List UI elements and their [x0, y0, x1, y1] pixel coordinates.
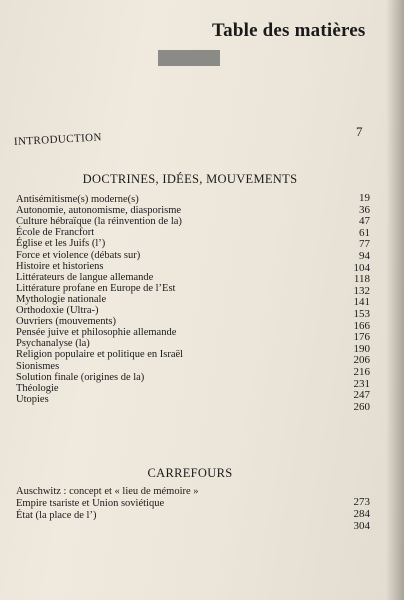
toc-entry-page-number: 247: [353, 389, 370, 401]
toc-entry-title: École de Francfort: [16, 227, 95, 238]
toc-entry-page-number: 190: [353, 343, 370, 355]
toc-entry-page-number: 61: [359, 227, 370, 239]
toc-entry-page-number: 231: [353, 378, 370, 390]
toc-entry-title: Auschwitz : concept et « lieu de mémoire »: [16, 486, 199, 497]
introduction-page-number: 7: [356, 124, 363, 139]
toc-entry-page-number: 19: [359, 192, 370, 204]
toc-entry-title: Autonomie, autonomisme, diasporisme: [16, 205, 182, 216]
toc-entry-page-number: 47: [359, 215, 370, 227]
toc-entry-title: État (la place de l’): [16, 510, 97, 521]
toc-entry-page-number: 141: [353, 296, 370, 308]
toc-entry: [0, 510, 404, 532]
toc-entry-title: Littérateurs de langue allemande: [16, 272, 154, 283]
toc-entry-page-number: 206: [353, 354, 370, 366]
toc-entry-page-number: 176: [353, 331, 370, 343]
toc-entry-title: Religion populaire et politique en Israël: [16, 349, 184, 360]
toc-entry-title: Église et les Juifs (l’): [16, 238, 106, 249]
toc-entry-page-number: 216: [353, 366, 370, 378]
toc-entry-title: Antisémitisme(s) moderne(s): [16, 194, 139, 205]
title-decorative-bar: [158, 50, 220, 66]
toc-entry-title: Force et violence (débats sur): [16, 250, 141, 261]
toc-entry-page-number: 304: [353, 520, 370, 532]
introduction-label: INTRODUCTION: [13, 131, 103, 148]
toc-entry-title: Littérature profane en Europe de l’Est: [16, 283, 176, 294]
toc-entry-title: Empire tsariste et Union soviétique: [16, 498, 165, 509]
toc-entry-title: Culture hébraïque (la réinvention de la): [16, 216, 182, 227]
toc-entry-page-number: 260: [353, 401, 370, 413]
toc-entry-title: Pensée juive et philosophie allemande: [16, 327, 177, 338]
page-title: Table des matières: [212, 20, 366, 41]
toc-entry: [0, 349, 404, 366]
toc-entry-page-number: 104: [353, 262, 370, 274]
toc-entry-page-number: 166: [353, 320, 370, 332]
toc-entry-title: Histoire et historiens: [16, 261, 104, 272]
toc-entry-page-number: 284: [353, 508, 370, 520]
toc-entry-page-number: 273: [353, 496, 370, 508]
toc-entry-page-number: 132: [353, 285, 370, 297]
toc-entry-page-number: 94: [359, 250, 370, 262]
toc-entry-title: Théologie: [16, 383, 59, 394]
section-heading-carrefours: CARREFOURS: [147, 466, 233, 480]
toc-entry-title: Sionismes: [16, 361, 60, 372]
toc-entry-page-number: 36: [359, 204, 370, 216]
toc-entry-title: Utopies: [16, 394, 49, 405]
toc-entry-page-number: 153: [353, 308, 370, 320]
toc-entry-title: Solution finale (origines de la): [16, 372, 145, 383]
toc-entry-title: Mythologie nationale: [16, 294, 107, 305]
toc-entry: [0, 238, 404, 250]
toc-entry-title: Psychanalyse (la): [16, 338, 90, 349]
toc-entry-page-number: 77: [359, 238, 370, 250]
toc-entry-title: Orthodoxie (Ultra-): [16, 305, 99, 316]
toc-entry-page-number: 118: [353, 273, 370, 285]
section-heading-doctrines: DOCTRINES, IDÉES, MOUVEMENTS: [82, 172, 298, 186]
toc-entry: [0, 394, 404, 413]
toc-entry-title: Ouvriers (mouvements): [16, 316, 117, 327]
